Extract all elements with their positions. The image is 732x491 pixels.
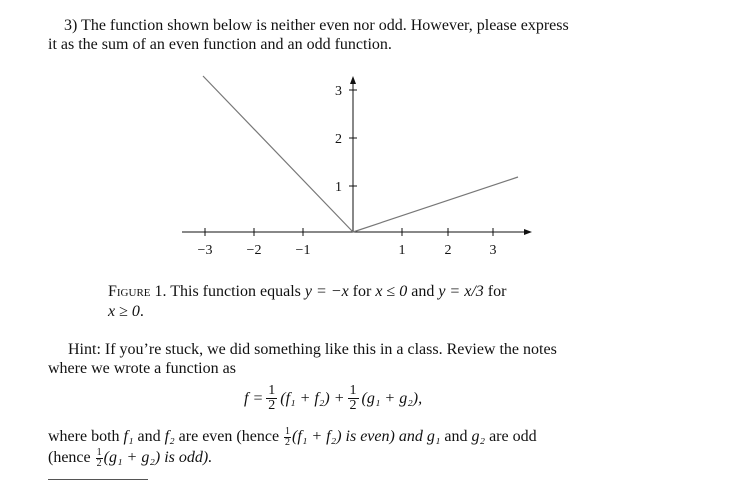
text: are odd bbox=[485, 428, 537, 446]
x-axis-arrow bbox=[524, 229, 532, 235]
conclusion-line-2 bbox=[48, 448, 688, 469]
fraction-numerator: 1 bbox=[96, 447, 102, 458]
text: where both bbox=[48, 428, 124, 446]
fraction-one-half bbox=[266, 384, 277, 413]
caption-condition-1: x ≤ 0 bbox=[375, 283, 408, 300]
caption-text: for bbox=[483, 283, 507, 300]
caption-equation-1: y = −x bbox=[304, 283, 349, 300]
fraction-denominator: 2 bbox=[285, 437, 291, 448]
decomposition-formula bbox=[244, 384, 422, 413]
figure-label: Figure 1. bbox=[108, 283, 167, 300]
text: are even (hence bbox=[174, 428, 284, 446]
function-graph bbox=[160, 74, 540, 264]
conclusion-paragraph bbox=[48, 427, 688, 469]
x-tick-label: −3 bbox=[197, 243, 213, 258]
fraction-denominator: 2 bbox=[96, 458, 102, 469]
hint-line-1: Hint: If you’re stuck, we did something like this in a class. Review the notes bbox=[68, 341, 557, 358]
text: and bbox=[133, 428, 165, 446]
y-tick-label: 1 bbox=[335, 180, 342, 195]
math-g2: g₂ bbox=[471, 428, 486, 446]
x-tick-label: −1 bbox=[295, 243, 311, 258]
text: and bbox=[440, 428, 472, 446]
math-f2: f₂ bbox=[164, 428, 175, 446]
fraction-one-half bbox=[348, 384, 359, 413]
math-f1: f₁ bbox=[123, 428, 134, 446]
y-tick-label: 2 bbox=[335, 132, 342, 147]
caption-text: for bbox=[348, 283, 376, 300]
problem-line-1: 3) The function shown below is neither even nor odd. However, please express bbox=[64, 17, 569, 34]
x-tick-label: 3 bbox=[489, 243, 497, 258]
fraction-denominator: 2 bbox=[268, 398, 276, 413]
y-tick-label: 3 bbox=[335, 84, 342, 99]
math-odd-sum: (g₁ + g₂) is odd). bbox=[103, 449, 213, 467]
fraction-numerator: 1 bbox=[268, 383, 276, 398]
small-fraction-one-half bbox=[96, 448, 103, 469]
conclusion-line-1 bbox=[48, 427, 688, 448]
hint-line-2: where we wrote a function as bbox=[48, 360, 236, 377]
x-tick-label: 2 bbox=[444, 243, 452, 258]
problem-statement bbox=[48, 16, 678, 54]
formula-even-term: (f₁ + f₂) + bbox=[280, 389, 345, 407]
math-g1: g₁ bbox=[426, 428, 441, 446]
small-fraction-one-half bbox=[284, 427, 291, 448]
fraction-denominator: 2 bbox=[349, 398, 357, 413]
text: (hence bbox=[48, 449, 95, 467]
caption-line-1 bbox=[108, 282, 628, 302]
x-tick-label: −2 bbox=[246, 243, 262, 258]
formula-odd-term: (g₁ + g₂), bbox=[361, 389, 423, 407]
caption-text: This function equals bbox=[166, 283, 305, 300]
caption-text: . bbox=[139, 303, 144, 320]
x-tick-label: 1 bbox=[398, 243, 406, 258]
fraction-numerator: 1 bbox=[285, 426, 291, 437]
line-y-equals-neg-x bbox=[203, 76, 353, 232]
caption-condition-2: x ≥ 0 bbox=[108, 303, 140, 320]
math-even-sum: (f₁ + f₂) is even) and bbox=[292, 428, 427, 446]
formula-lhs: f = bbox=[244, 389, 264, 407]
caption-text: and bbox=[407, 283, 439, 300]
line-y-equals-x-over-3 bbox=[353, 177, 518, 232]
footnote-rule bbox=[48, 479, 148, 480]
problem-line-2: it as the sum of an even function and an odd function. bbox=[48, 36, 392, 53]
y-axis-arrow bbox=[350, 76, 356, 84]
fraction-numerator: 1 bbox=[349, 383, 357, 398]
caption-equation-2: y = x/3 bbox=[438, 283, 484, 300]
figure-caption bbox=[108, 282, 628, 322]
caption-line-2 bbox=[108, 302, 628, 322]
hint-paragraph bbox=[48, 340, 678, 378]
